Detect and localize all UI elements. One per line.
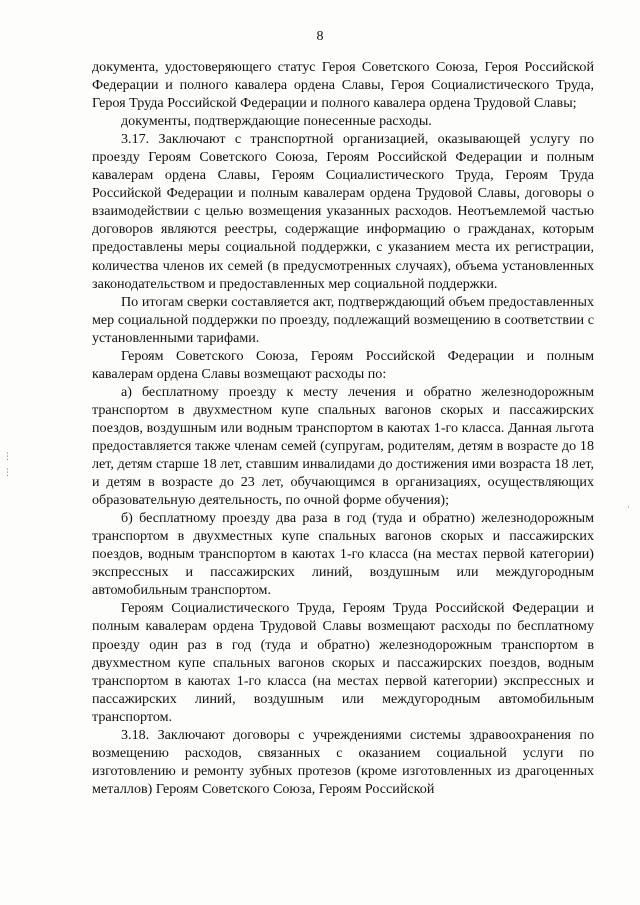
paragraph: По итогам сверки составляется акт, подтверждающий объем предоставленных мер социальной поддержки по проезду, подлежащий возмещению в соответствии с установленными тарифами. (92, 293, 594, 346)
paragraph: 3.17. Заключают с транспортной организацией, оказывающей услугу по проезду Героям Советского Союза, Героям Российской Федерации и полным кавалерам ордена Славы, Героям Социалистического Труда, Героям Труда Российской Федерации и полным кавалерам ордена Трудовой Славы, договоры о взаимодействии с целью возмещения указанных расходов. Неотъемлемой частью договоров являются реестры, содержащие информацию о гражданах, которым предоставлены меры социальной поддержки, с указанием места их регистрации, количества членов их семей (в предусмотренных случаях), объема установленных законодательством и предоставленных мер социальной поддержки. (92, 131, 594, 292)
paragraph: 3.18. Заключают договоры с учреждениями системы здравоохранения по возмещению расходов, связанных с оказанием социальной услуги по изготовлению и ремонту зубных протезов (кроме изготовленных из драгоценных металлов) Героям Советского Союза, Героям Российской (92, 726, 594, 797)
document-body (92, 58, 594, 798)
paragraph: Героям Социалистического Труда, Героям Труда Российской Федерации и полным кавалерам ордена Трудовой Славы возмещают расходы по бесплатному проезду один раз в год (туда и обратно) железнодорожным транспортом в двухместном купе спальных вагонов скорых и пассажирских поездов, водным транспортом в каютах 1-го класса (на местах первой категории) экспрессных и пассажирских линий, воздушным или междугородным автомобильным транспортом. (92, 600, 594, 725)
paragraph: б) бесплатному проезду два раза в год (туда и обратно) железнодорожным транспортом в двухместных купе спальных вагонов скорых и пассажирских поездов, водным транспортом в каютах 1-го класса (на местах первой категории) экспрессных и пассажирских линий, воздушным или междугородным автомобильным транспортом. (92, 510, 594, 599)
scan-artifact-mark: · (627, 503, 630, 513)
paragraph: а) бесплатному проезду к месту лечения и обратно железнодорожным транспортом в двухместном купе спальных вагонов скорых и пассажирских поездов, воздушным или водным транспортом в каютах 1-го класса. Данная льгота предоставляется также членам семей (супругам, родителям, детям в возрасте до 18 лет, детям старше 18 лет, ставшим инвалидами до достижения ими возраста 18 лет, и детям в возрасте до 23 лет, обучающимся в организациях, осуществляющих образовательную деятельность, по очной форме обучения); (92, 383, 594, 509)
scan-artifact-mark: ⋮ (3, 452, 12, 462)
paragraph: документы, подтверждающие понесенные расходы. (121, 113, 432, 130)
page-number: 8 (316, 29, 324, 44)
scan-artifact-mark: ⋮ (3, 468, 12, 478)
paragraph: Героям Советского Союза, Героям Российской Федерации и полным кавалерам ордена Славы возмещают расходы по: (92, 347, 594, 382)
paragraph: документа, удостоверяющего статус Героя Советского Союза, Героя Российской Федерации и полного кавалера ордена Славы, Героя Социалистического Труда, Героя Труда Российской Федерации и полного кавалера ордена Трудовой Славы; (92, 59, 594, 112)
